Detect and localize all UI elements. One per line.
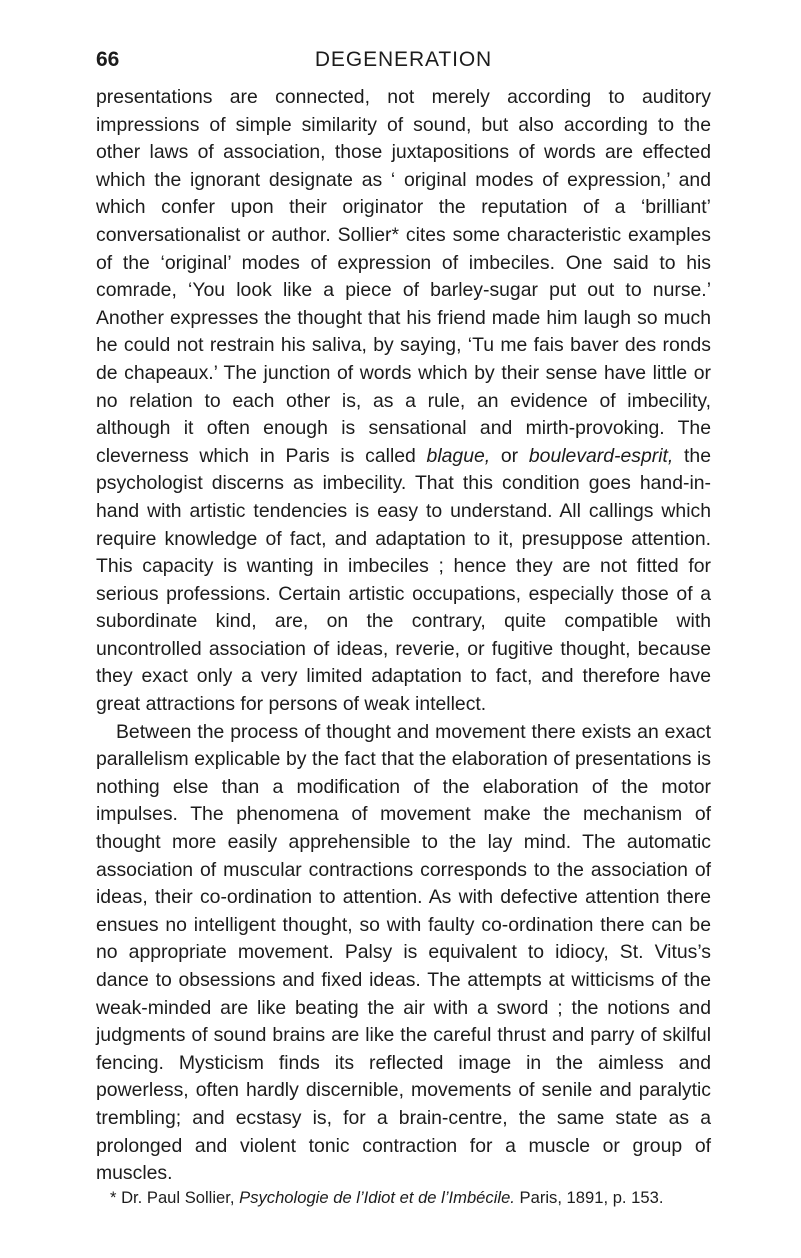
paragraph-1-text-c: the psychologist discerns as imbecility. That this condition goes hand-in-hand with artistic tendencies is easy to understand. All callings which require knowledge of fact, and adaptation to it, presuppose attention. This capacity is wanting in imbeciles ; hence they are not fitted for serious professions. Certain artistic occupations, especially those of a subordinate kind, are, on the contrary, quite compatible with uncontrolled association of ideas, reverie, or fugitive thought, because they exact only a very limited adaptation to fact, and therefore have great attractions for persons of weak intellect. bbox=[96, 444, 711, 716]
footnote bbox=[96, 1188, 711, 1208]
book-page bbox=[96, 44, 711, 1208]
footnote-tail: Paris, 1891, p. 153. bbox=[514, 1187, 664, 1207]
paragraph-continued bbox=[96, 84, 711, 719]
footnote-lead: * Dr. Paul Sollier, bbox=[110, 1187, 240, 1207]
body-text bbox=[96, 84, 711, 1208]
footnote-title: Psychologie de l’Idiot et de l’Imbécile. bbox=[239, 1187, 515, 1207]
running-head: DEGENERATION bbox=[314, 48, 493, 71]
term-blague: blague, bbox=[426, 444, 491, 467]
paragraph-1-text-a: presentations are connected, not merely according to auditory impressions of simple similarity of sound, but also according to the other laws of association, those juxtapositions of words are effected which the ignorant designate as ‘ original modes of expression,’ and which confer upon their originator the reputation of a ‘brilliant’ conversationalist or author. Sollier* cites some characteristic examples of the ‘original’ modes of expression of imbeciles. One said to his comrade, ‘You look like a piece of barley-sugar put out to nurse.’ Another expresses the thought that his friend made him laugh so much he could not restrain his saliva, by saying, ‘Tu me fais baver des ronds de chapeaux.’ The junction of words which by their sense have little or no relation to each other is, as a rule, an evidence of imbecility, although it often enough is sensational and mirth-provoking. The cleverness which in Paris is called bbox=[96, 86, 711, 467]
paragraph-2: Between the process of thought and movement there exists an exact parallelism explicable by the fact that the elaboration of presentations is nothing else than a modification of the elaboration of the motor impulses. The phenomena of movement make the mechanism of thought more easily apprehensible to the lay mind. The automatic association of muscular contractions corresponds to the association of ideas, their co-ordination to attention. As with defective attention there ensues no intelligent thought, so with faulty co-ordination there can be no appropriate movement. Palsy is equivalent to idiocy, St. Vitus’s dance to obsessions and fixed ideas. The attempts at witticisms of the weak-minded are like beating the air with a sword ; the notions and judgments of sound brains are like the careful thrust and parry of skilful fencing. Mysticism finds its reflected image in the aimless and powerless, often hardly discernible, movements of senile and paralytic trembling; and ecstasy is, for a brain-centre, the same state as a prolonged and violent tonic contraction for a muscle or group of muscles. bbox=[96, 720, 711, 1185]
page-header bbox=[96, 44, 711, 84]
paragraph-1-text-b: or bbox=[490, 444, 529, 467]
page-number: 66 bbox=[96, 48, 120, 71]
term-boulevard-esprit: boulevard-esprit, bbox=[528, 444, 674, 467]
